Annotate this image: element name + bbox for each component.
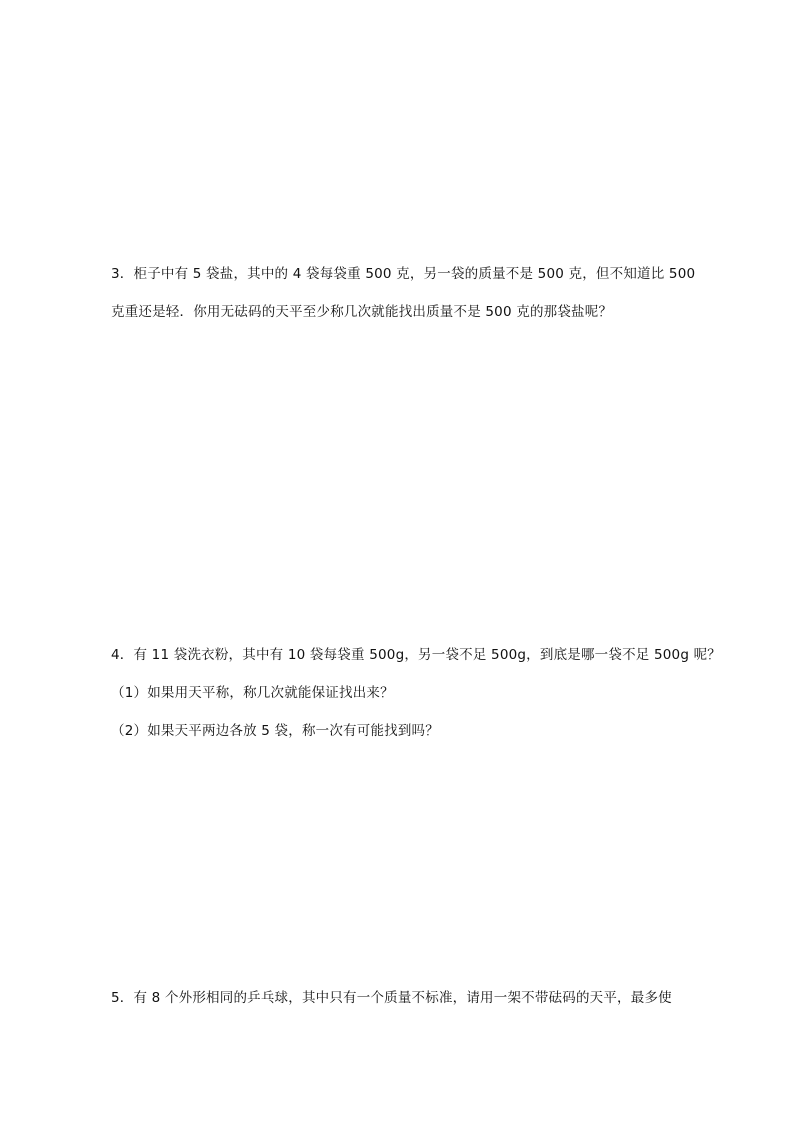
question-3-line-1: 3．柜子中有 5 袋盐，其中的 4 袋每袋重 500 克，另一袋的质量不是 500 克，但不知道比 500 [111, 266, 696, 282]
question-4-part-2: （2）如果天平两边各放 5 袋，称一次有可能找到吗？ [111, 723, 439, 739]
question-3-line-2: 克重还是轻．你用无砝码的天平至少称几次就能找出质量不是 500 克的那袋盐呢？ [111, 304, 613, 320]
question-4-line-1: 4．有 11 袋洗衣粉，其中有 10 袋每袋重 500g，另一袋不足 500g，到底是哪一袋不足 500g 呢？ [111, 647, 721, 663]
question-5-line-1: 5．有 8 个外形相同的乒乓球，其中只有一个质量不标准，请用一架不带砝码的天平，最多使 [111, 990, 672, 1006]
question-4-part-1: （1）如果用天平称，称几次就能保证找出来？ [111, 685, 394, 701]
